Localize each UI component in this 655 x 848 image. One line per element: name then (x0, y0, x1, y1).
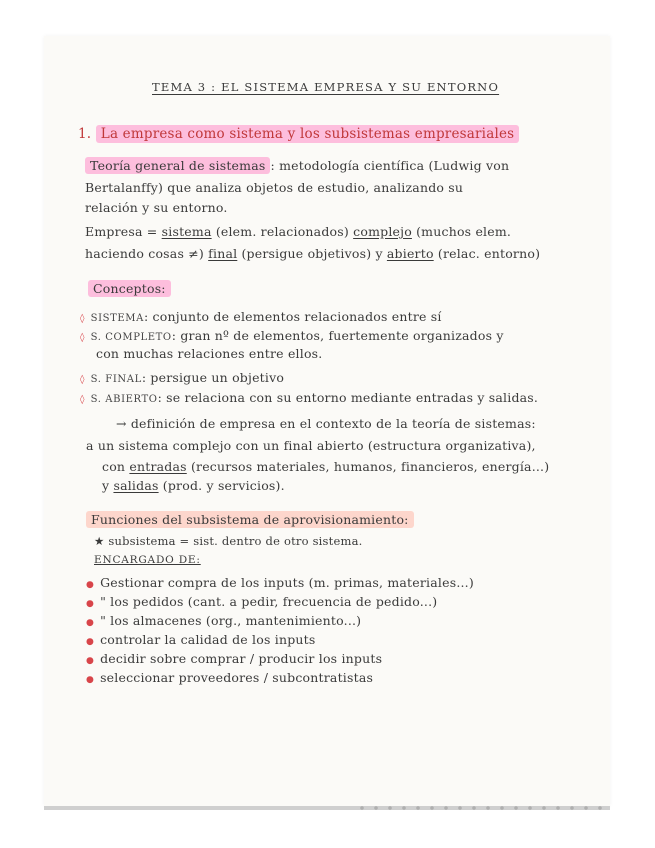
funcion-item (86, 670, 373, 685)
bullet-dot-icon: ● (86, 580, 95, 590)
term-final: final (208, 246, 238, 261)
empresa-haciendo: haciendo cosas ≠) (85, 246, 204, 261)
concepto-key: SISTEMA (90, 313, 144, 324)
teoria-text-1: : metodología científica (Ludwig von (270, 158, 510, 173)
bullet-dot-icon: ● (86, 637, 95, 647)
concepto-text: : se relaciona con su entorno mediante entradas y salidas. (157, 390, 539, 405)
teoria-line-2: Bertalanffy) que analiza objetos de estudio, analizando su (85, 180, 464, 195)
bullet-diamond-icon: ◊ (80, 395, 85, 405)
empresa-relacionados: (elem. relacionados) (215, 224, 349, 239)
term-abierto: abierto (386, 246, 434, 261)
encargado-label: ENCARGADO DE: (94, 554, 201, 566)
bullet-dot-icon: ● (86, 675, 95, 685)
funcion-item (86, 632, 316, 647)
conceptos-label: Conceptos: (88, 280, 171, 297)
term-sistema: sistema (161, 224, 212, 239)
teoria-label: Teoría general de sistemas (85, 157, 270, 174)
definicion-line-3 (102, 478, 285, 493)
bullet-dot-icon: ● (86, 618, 95, 628)
funcion-item (86, 651, 382, 666)
funciones-label: Funciones del subsistema de aprovisionamiento: (86, 511, 414, 528)
empresa-eq: Empresa = (85, 224, 158, 239)
funcion-text: seleccionar proveedores / subcontratistas (100, 670, 374, 685)
def-recursos: (recursos materiales, humanos, financieros, energía...) (190, 459, 550, 474)
def-prod: (prod. y servicios). (162, 478, 285, 493)
definicion-line-2 (102, 459, 549, 474)
concepto-key: S. COMPLETO (90, 332, 172, 343)
concepto-text: : persigue un objetivo (141, 370, 285, 385)
section-title: La empresa como sistema y los subsistemas empresariales (96, 125, 520, 143)
section-heading (78, 126, 519, 142)
term-entradas: entradas (129, 459, 187, 474)
funcion-text: " los pedidos (cant. a pedir, frecuencia de pedido...) (100, 594, 438, 609)
funciones-heading (86, 512, 414, 527)
concepto-final (80, 370, 284, 385)
concepto-key: S. FINAL (90, 374, 142, 385)
concepto-abierto (80, 390, 538, 405)
funcion-text: decidir sobre comprar / producir los inputs (100, 651, 383, 666)
term-salidas: salidas (113, 478, 159, 493)
funcion-item (86, 594, 437, 609)
concepto-sistema (80, 309, 442, 324)
concepto-text: : conjunto de elementos relacionados entre sí (143, 309, 442, 324)
bullet-diamond-icon: ◊ (80, 375, 85, 385)
page-title: TEMA 3 : EL SISTEMA EMPRESA Y SU ENTORNO (152, 80, 500, 94)
term-complejo: complejo (353, 224, 412, 239)
funcion-item (86, 575, 474, 590)
definicion-arrow-line: → definición de empresa en el contexto de la teoría de sistemas: (116, 416, 536, 431)
funcion-text: Gestionar compra de los inputs (m. primas, materiales...) (100, 575, 474, 590)
funcion-item (86, 613, 361, 628)
concepto-complejo-cont: con muchas relaciones entre ellos. (96, 346, 323, 361)
bullet-dot-icon: ● (86, 656, 95, 666)
subsistema-note: ★ subsistema = sist. dentro de otro sistema. (94, 534, 363, 548)
concepto-key: S. ABIERTO (90, 394, 158, 405)
scan-dots (355, 805, 610, 811)
teoria-line-1 (85, 158, 509, 173)
concepto-text: : gran nº de elementos, fuertemente organizados y (171, 328, 504, 343)
empresa-muchos: (muchos elem. (416, 224, 512, 239)
conceptos-heading (88, 281, 171, 296)
empresa-line-2 (85, 246, 540, 261)
bullet-dot-icon: ● (86, 599, 95, 609)
empresa-line-1 (85, 224, 511, 239)
teoria-line-3: relación y su entorno. (85, 200, 228, 215)
concepto-complejo (80, 328, 504, 343)
bullet-diamond-icon: ◊ (80, 333, 85, 343)
bullet-diamond-icon: ◊ (80, 314, 85, 324)
definicion-line-1: a un sistema complejo con un final abierto (estructura organizativa), (86, 438, 536, 453)
def-con: con (102, 459, 126, 474)
empresa-persigue: (persigue objetivos) y (241, 246, 383, 261)
funcion-text: " los almacenes (org., mantenimiento...) (100, 613, 362, 628)
funcion-text: controlar la calidad de los inputs (100, 632, 316, 647)
empresa-relac: (relac. entorno) (437, 246, 541, 261)
def-y: y (102, 478, 110, 493)
section-number: 1. (78, 126, 92, 142)
